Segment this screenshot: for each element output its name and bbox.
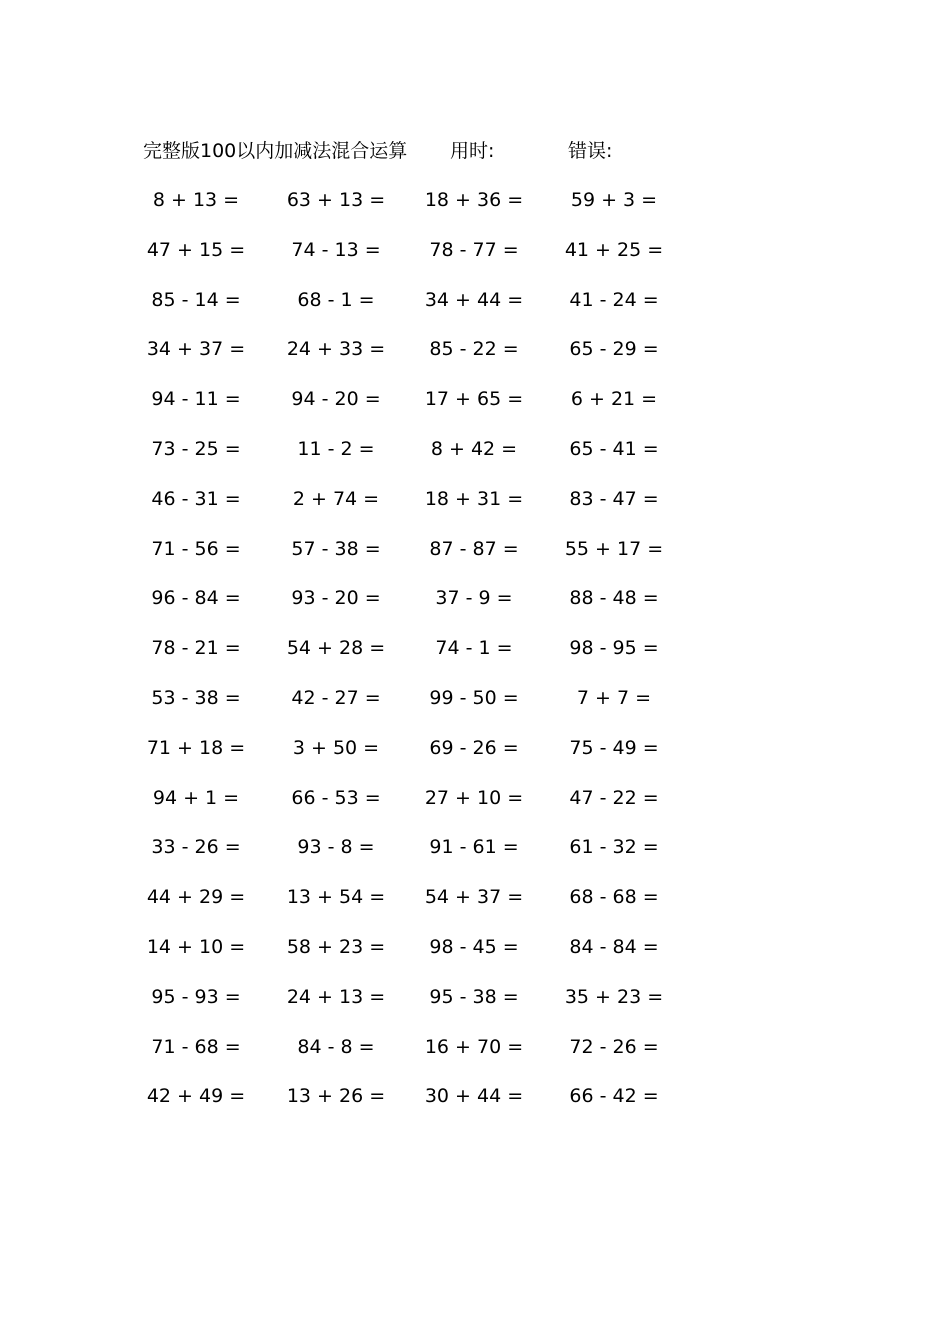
math-problem: 85 - 14 =: [151, 288, 241, 311]
math-problem: 78 - 77 =: [429, 238, 519, 261]
math-problem: 93 - 20 =: [291, 587, 381, 610]
math-problem: 17 + 65 =: [424, 388, 524, 411]
math-problem: 74 - 13 =: [291, 238, 381, 261]
math-problem: 68 - 1 =: [297, 288, 375, 311]
math-problem: 95 - 93 =: [151, 985, 241, 1008]
math-problem: 55 + 17 =: [564, 537, 664, 560]
math-problem: 7 + 7 =: [576, 687, 652, 709]
math-problem: 3 + 50 =: [292, 736, 380, 759]
math-problem: 78 - 21 =: [151, 637, 241, 660]
math-problem: 24 + 13 =: [286, 985, 386, 1008]
math-problem: 65 - 29 =: [569, 338, 659, 361]
math-problem: 71 + 18 =: [146, 736, 246, 759]
math-problem: 24 + 33 =: [286, 338, 386, 361]
math-problem: 66 - 42 =: [569, 1085, 659, 1108]
math-problem: 44 + 29 =: [146, 886, 246, 909]
math-problem: 88 - 48 =: [569, 587, 659, 610]
math-problem: 74 - 1 =: [435, 637, 513, 660]
math-problem: 34 + 44 =: [424, 288, 524, 311]
math-problem: 47 + 15 =: [146, 238, 246, 261]
math-problem: 30 + 44 =: [424, 1085, 524, 1108]
math-problem: 18 + 31 =: [424, 487, 524, 510]
math-problem: 2 + 74 =: [292, 487, 380, 510]
math-problem: 8 + 42 =: [430, 438, 518, 460]
math-problem: 94 - 20 =: [291, 388, 381, 411]
math-problem: 73 - 25 =: [151, 438, 241, 460]
math-problem: 99 - 50 =: [429, 687, 519, 709]
math-problem: 69 - 26 =: [429, 736, 519, 759]
math-problem: 53 - 38 =: [151, 687, 241, 709]
math-problem: 68 - 68 =: [569, 886, 659, 909]
math-problem: 98 - 45 =: [429, 936, 519, 958]
math-problem: 58 + 23 =: [286, 936, 386, 958]
math-problem: 71 - 56 =: [151, 537, 241, 560]
math-problem: 47 - 22 =: [569, 786, 659, 809]
math-problem: 85 - 22 =: [429, 338, 519, 361]
worksheet-title: 完整版100以内加减法混合运算: [143, 140, 408, 162]
math-problem: 42 + 49 =: [146, 1085, 246, 1108]
math-problem: 94 + 1 =: [152, 786, 240, 809]
math-problem: 18 + 36 =: [424, 189, 524, 211]
math-problem: 91 - 61 =: [429, 836, 519, 859]
time-used-label: 用时:: [450, 140, 495, 162]
errors-label: 错误:: [568, 140, 613, 162]
math-problem: 87 - 87 =: [429, 537, 519, 560]
math-problem: 54 + 28 =: [286, 637, 386, 660]
math-problem: 46 - 31 =: [151, 487, 241, 510]
math-problem: 41 - 24 =: [569, 288, 659, 311]
math-problem: 16 + 70 =: [424, 1035, 524, 1058]
math-problem: 11 - 2 =: [297, 438, 375, 460]
math-problem: 95 - 38 =: [429, 985, 519, 1008]
math-problem: 13 + 26 =: [286, 1085, 386, 1108]
math-problem: 75 - 49 =: [569, 736, 659, 759]
math-problem: 65 - 41 =: [569, 438, 659, 460]
math-problem: 54 + 37 =: [424, 886, 524, 909]
math-problem: 8 + 13 =: [152, 189, 240, 211]
math-problem: 84 - 8 =: [297, 1035, 375, 1058]
math-problem: 34 + 37 =: [146, 338, 246, 361]
math-problem: 13 + 54 =: [286, 886, 386, 909]
math-problem: 61 - 32 =: [569, 836, 659, 859]
math-problem: 72 - 26 =: [569, 1035, 659, 1058]
math-problem: 84 - 84 =: [569, 936, 659, 958]
math-problem: 94 - 11 =: [151, 388, 241, 411]
math-problem: 6 + 21 =: [570, 388, 658, 411]
math-problem: 37 - 9 =: [435, 587, 513, 610]
math-problem: 57 - 38 =: [291, 537, 381, 560]
math-problem: 96 - 84 =: [151, 587, 241, 610]
math-problem: 66 - 53 =: [291, 786, 381, 809]
math-problem: 27 + 10 =: [424, 786, 524, 809]
math-problem: 42 - 27 =: [291, 687, 381, 709]
math-problem: 41 + 25 =: [564, 238, 664, 261]
math-problem: 35 + 23 =: [564, 985, 664, 1008]
math-problem: 98 - 95 =: [569, 637, 659, 660]
math-problem: 83 - 47 =: [569, 487, 659, 510]
math-problem: 59 + 3 =: [570, 189, 658, 211]
math-problem: 14 + 10 =: [146, 936, 246, 958]
math-problem: 71 - 68 =: [151, 1035, 241, 1058]
math-problem: 93 - 8 =: [297, 836, 375, 859]
math-problem: 33 - 26 =: [151, 836, 241, 859]
math-problem: 63 + 13 =: [286, 189, 386, 211]
